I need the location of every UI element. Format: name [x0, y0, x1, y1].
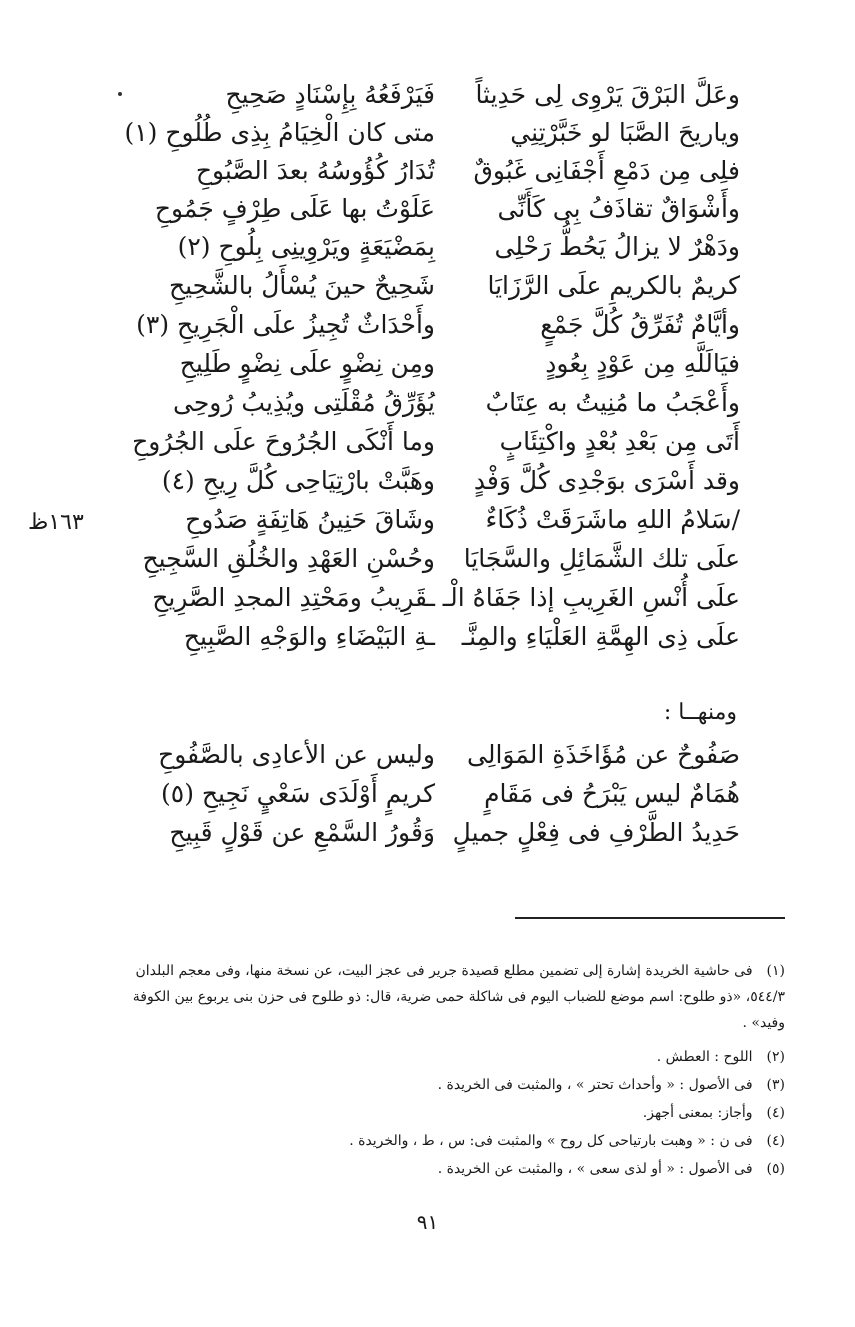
- verse-second-hemistich: تُدَارُ كُؤُوسُهُ بعدَ الصَّبُوحِ: [195, 156, 435, 185]
- footnote-number: (٤): [766, 1105, 785, 1121]
- verse-second-hemistich: متى كان الْخِيَامُ بِذِى طُلُوحِ (١): [124, 118, 435, 147]
- verse-first-hemistich: /سَلامُ اللهِ ماشَرَقَتْ ذُكَاءٌ: [485, 505, 740, 534]
- verse-line: [150, 462, 740, 500]
- verse-first-hemistich: علَى ذِى الهِمَّةِ العَلْيَاءِ والمِنَّـ: [461, 622, 740, 651]
- verse-second-hemistich: ومِن نِضْوٍ علَى نِضْوٍ طَلِيحِ: [179, 349, 435, 378]
- footnote-text: فى ن : « وهبت بارتياحى كل روح » والمثبت فى: س ، ط ، والخريدة .: [349, 1133, 753, 1149]
- verse-first-hemistich: حَدِيدُ الطَّرْفِ فى فِعْلٍ جميلٍ: [452, 818, 740, 847]
- footnote-text: فى الأصول : « أو لذى سعى » ، والمثبت عن الخريدة .: [437, 1161, 753, 1177]
- footnote-number: (٢): [766, 1049, 785, 1065]
- verse-line: [150, 579, 740, 617]
- section-heading: ومنهــا :: [663, 700, 737, 725]
- verse-line: [150, 775, 740, 813]
- footnote: [110, 1128, 785, 1154]
- footnote-text: فى حاشية الخريدة إشارة إلى تضمين مطلع قصيدة جرير فى عجز البيت، عن نسخة منها، وفى معجم البلدان ٥٤٤/٣، «ذو طلوح: اسم موضع للضباب اليوم فى شاكلة حمى ضرية، قال: ذو طلوح فى حزن بنى يربوع بين الكوفة وفيد» .: [132, 963, 785, 1031]
- verse-line: [150, 190, 740, 228]
- verse-line: [150, 618, 740, 656]
- verse-first-hemistich: وأَعْجَبُ ما مُنِيتُ به عِتَابٌ: [485, 388, 740, 417]
- verse-first-hemistich: وعَلَّ البَرْقَ يَرْوِى لِى حَدِيثاً: [475, 80, 740, 109]
- footnote: [110, 1072, 785, 1098]
- verse-first-hemistich: فلِى مِن دَمْعِ أَجْفَانِى غَبُوقٌ: [473, 156, 740, 185]
- verse-second-hemistich: ـةِ البَيْضَاءِ والوَجْهِ الصَّبِيحِ: [183, 622, 435, 651]
- verse-first-hemistich: وأيَّامٌ تُفَرِّقُ كُلَّ جَمْعٍ: [540, 310, 740, 339]
- verse-line: [142, 540, 740, 578]
- verse-first-hemistich: أَتَى مِن بَعْدِ بُعْدٍ واكْتِئَابٍ: [499, 427, 740, 456]
- verse-second-hemistich: وحُسْنِ العَهْدِ والخُلُقِ السَّجِيحِ: [142, 544, 435, 573]
- verse-second-hemistich: كريمٍ أَوْلَدَى سَعْيٍ نَجِيحِ (٥): [161, 779, 435, 808]
- verse-line: [150, 228, 740, 266]
- verse-first-hemistich: هُمَامٌ ليس يَبْرَحُ فى مَقَامٍ: [484, 779, 740, 808]
- verse-first-hemistich: كريمٌ بالكريمِ علَى الرَّزَايَا: [487, 271, 740, 300]
- verse-line: [150, 76, 740, 114]
- verse-first-hemistich: ودَهْرٌ لا يزالُ يَحُطُّ رَحْلِى: [494, 232, 740, 261]
- footnote-text: وأجاز: بمعنى أجهز.: [642, 1105, 753, 1121]
- verse-second-hemistich: وما أَنْكَى الجُرُوحَ علَى الجُرُوحِ: [132, 427, 435, 456]
- verse-second-hemistich: وَقُورُ السَّمْعِ عن قَوْلٍ قَبِيحِ: [169, 818, 435, 847]
- margin-dot: [118, 92, 122, 96]
- footnote-number: (٣): [766, 1077, 785, 1093]
- verse-line: [150, 384, 740, 422]
- verse-second-hemistich: ـقَرِيبُ ومَحْتِدِ المجدِ الصَّرِيحِ: [152, 583, 435, 612]
- footnote-number: (٤): [766, 1133, 785, 1149]
- verse-first-hemistich: علَى تلك الشَّمَائِلِ والسَّجَايَا: [463, 544, 740, 573]
- verse-first-hemistich: وياريحَ الصَّبَا لو خَبَّرْتِنِي: [510, 118, 740, 147]
- verse-second-hemistich: وهَبَّتْ بارْتِيَاحِى كُلَّ رِيحِ (٤): [161, 466, 435, 495]
- verse-second-hemistich: فَيَرْفَعُهُ بِإِسْنَادٍ صَحِيحِ: [225, 80, 435, 109]
- footnote-text: فى الأصول : « وأحداث تحتر » ، والمثبت فى الخريدة .: [437, 1077, 753, 1093]
- verse-line: [150, 736, 740, 774]
- verse-second-hemistich: وليس عن الأعادِى بالصَّفُوحِ: [158, 740, 435, 769]
- footnote: [110, 958, 785, 1036]
- verse-second-hemistich: عَلَوْتُ بها عَلَى طِرْفٍ جَمُوحِ: [154, 194, 435, 223]
- verse-first-hemistich: صَفُوحٌ عن مُؤَاخَذَةِ المَوَالِى: [467, 740, 740, 769]
- verse-first-hemistich: علَى أُنْسِ الغَرِيبِ إذا جَفَاهُ الْـ: [442, 583, 740, 612]
- verse-first-hemistich: فيَالَلَّهِ مِن عَوْدٍ بِعُودٍ: [545, 349, 740, 378]
- verse-line: [150, 345, 740, 383]
- verse-second-hemistich: شَحِيحٌ حينَ يُسْأَلُ بالشَّحِيحِ: [169, 271, 435, 300]
- verse-line: [150, 152, 740, 190]
- verse-second-hemistich: وشَاقَ حَنِينُ هَاتِفَةٍ صَدُوحِ: [185, 505, 435, 534]
- footnote: [110, 1156, 785, 1182]
- footnote: [110, 1100, 785, 1126]
- verse-line: [150, 814, 740, 852]
- footnote-text: اللوح : العطش .: [656, 1049, 753, 1065]
- verse-line: [136, 306, 740, 344]
- verse-second-hemistich: بِمَضْيَعَةٍ ويَرْوِينِى بِلُوحِ (٢): [177, 232, 435, 261]
- verse-first-hemistich: وأَشْوَاقٌ تقاذَفُ بِى كَأَنِّى: [497, 194, 740, 223]
- footnote-separator: [515, 917, 785, 919]
- page-number: ٩١: [416, 1210, 439, 1234]
- verse-line: [150, 501, 740, 539]
- verse-line: [132, 423, 740, 461]
- footnote-number: (٥): [766, 1161, 785, 1177]
- footnote: [110, 1044, 785, 1070]
- verse-line: [150, 267, 740, 305]
- verse-second-hemistich: يُؤَرِّقُ مُقْلَتِى ويُذِيبُ رُوحِى: [173, 388, 435, 417]
- folio-margin-note: ١٦٣ظ: [28, 510, 84, 535]
- verse-second-hemistich: وأَحْدَاثٌ تُجِيزُ علَى الْجَرِيحِ (٣): [136, 310, 435, 339]
- verse-line: [124, 114, 740, 152]
- footnote-number: (١): [766, 963, 785, 979]
- verse-first-hemistich: وقد أَسْرَى بوَجْدِى كُلَّ وَفْدٍ: [473, 466, 740, 495]
